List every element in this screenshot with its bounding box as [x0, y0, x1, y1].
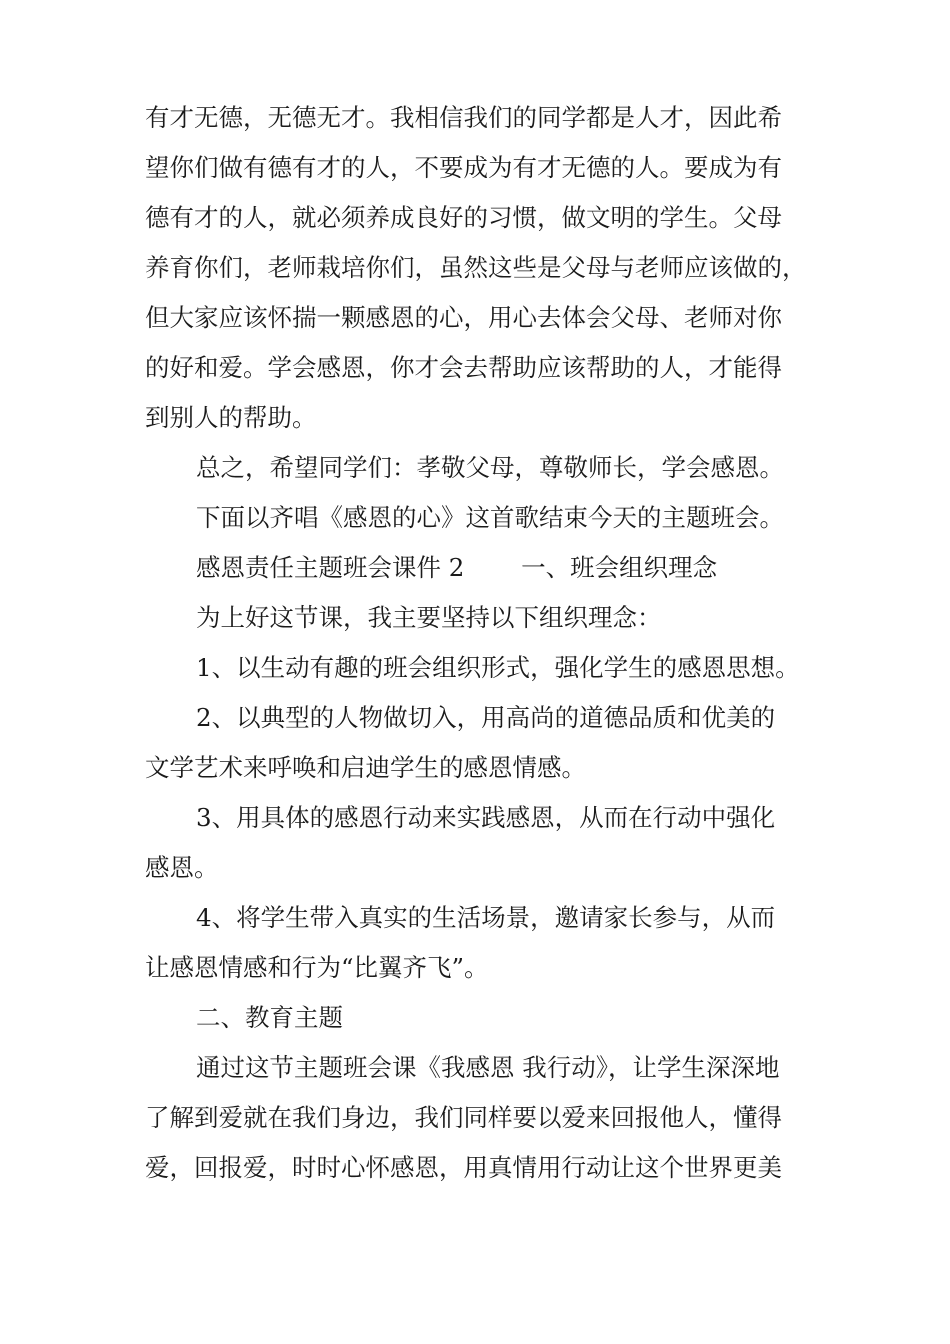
text-line: 总之，希望同学们：孝敬父母，尊敬师长，学会感恩。 [196, 453, 784, 482]
text-line: 下面以齐唱《感恩的心》这首歌结束今天的主题班会。 [196, 503, 784, 532]
text-line: 德有才的人，就必须养成良好的习惯，做文明的学生。父母 [145, 203, 782, 232]
text-line: 感恩。 [145, 853, 219, 882]
text-line: 了解到爱就在我们身边，我们同样要以爱来回报他人，懂得 [145, 1103, 782, 1132]
text-line: 有才无德，无德无才。我相信我们的同学都是人才，因此希 [145, 103, 782, 132]
section-heading: 二、教育主题 [196, 1003, 343, 1032]
text-line: 望你们做有德有才的人，不要成为有才无德的人。要成为有 [145, 153, 782, 182]
text-line: 通过这节主题班会课《我感恩 我行动》，让学生深深地 [196, 1053, 780, 1082]
list-item: 1、以生动有趣的班会组织形式，强化学生的感恩思想。 [196, 653, 800, 682]
text-line: 文学艺术来呼唤和启迪学生的感恩情感。 [145, 753, 586, 782]
text-line: 让感恩情感和行为“比翼齐飞”。 [145, 953, 489, 982]
list-item: 3、用具体的感恩行动来实践感恩，从而在行动中强化 [196, 803, 776, 832]
text-line: 为上好这节课，我主要坚持以下组织理念： [196, 603, 662, 632]
text-line: 但大家应该怀揣一颗感恩的心，用心去体会父母、老师对你 [145, 303, 782, 332]
text-line: 到别人的帮助。 [145, 403, 317, 432]
section-heading: 感恩责任主题班会课件 2 一、班会组织理念 [196, 553, 718, 582]
list-item: 4、将学生带入真实的生活场景，邀请家长参与，从而 [196, 903, 776, 932]
list-item: 2、以典型的人物做切入，用高尚的道德品质和优美的 [196, 703, 776, 732]
text-line: 爱，回报爱，时时心怀感恩，用真情用行动让这个世界更美 [145, 1153, 782, 1182]
text-line: 的好和爱。学会感恩，你才会去帮助应该帮助的人，才能得 [145, 353, 782, 382]
text-line: 养育你们，老师栽培你们，虽然这些是父母与老师应该做的， [145, 253, 807, 282]
